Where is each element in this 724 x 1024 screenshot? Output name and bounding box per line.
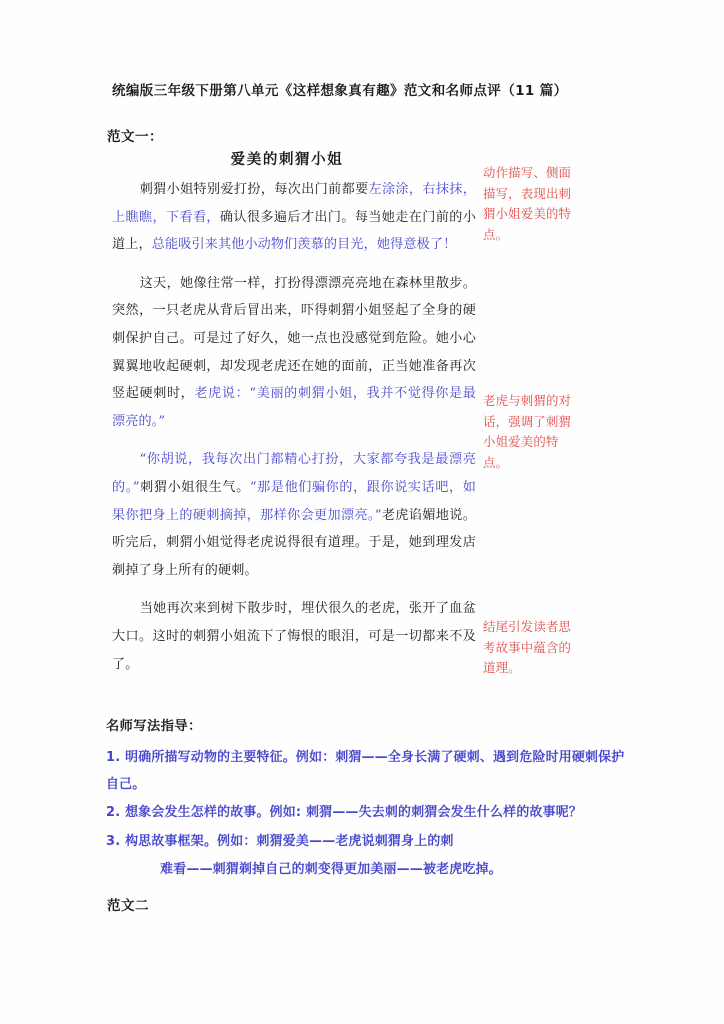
essay-text-run: “你胡说，我每次出门都精心打扮，大家都夸我是最漂亮的。” (112, 452, 476, 495)
guidance-item-3: 3. 构思故事框架。例如：刺猬爱美——老虎说刺猬身上的刺 (106, 833, 454, 849)
document-title: 统编版三年级下册第八单元《这样想象真有趣》范文和名师点评（11 篇） (112, 83, 568, 99)
guidance-heading: 名师写法指导： (106, 719, 202, 734)
essay-text-run: 左涂涂，右抹抹，上瞧瞧，下看看， (112, 182, 476, 225)
essay-paragraph (112, 446, 476, 584)
margin-annotation-2: 老虎与刺猬的对话，强调了刺猬小姐爱美的特点。 (483, 393, 572, 470)
margin-annotation-1: 动作描写、侧面描写，表现出刺猬小姐爱美的特点。 (483, 165, 572, 242)
essay-text-run: 当她再次来到树下散步时，埋伏很久的老虎，张开了血盆大口。这时的刺猬小姐流下了悔恨的眼泪，可是一切都来不及了。 (112, 601, 476, 672)
essay-text-run: 这天，她像往常一样，打扮得漂漂亮亮地在森林里散步。突然，一只老虎从背后冒出来，吓得刺猬小姐竖起了全身的硬刺保护自己。可是过了好久，她一点也没感觉到危险。她小心翼翼地收起硬刺，却发现老虎还在她的面前，正当她准备再次竖起硬刺时， (112, 275, 476, 402)
guidance-section (106, 715, 630, 886)
guidance-item-2: 2. 想象会发生怎样的故事。例如: 刺猬——失去刺的刺猬会发生什么样的故事呢？ (106, 805, 583, 820)
essay-paragraph (112, 595, 476, 678)
essay-paragraph (112, 176, 476, 259)
guidance-item-3-continued: 难看——刺猬剃掉自己的刺变得更加美丽——被老虎吃掉。 (160, 862, 502, 877)
essay-title: 爱美的刺猬小姐 (230, 151, 344, 168)
guidance-item-1: 1. 明确所描写动物的主要特征。例如：刺猬——全身长满了硬刺、遇到危险时用硬刺保护自己。 (106, 750, 625, 792)
sample-two-label: 范文二 (107, 898, 149, 914)
essay-text-run: 老虎说：“美丽的刺猬小姐，我并不觉得你是最漂亮的。” (112, 386, 476, 429)
essay-paragraph (112, 270, 476, 436)
margin-annotation-3: 结尾引发读者思考故事中蕴含的道理。 (483, 619, 572, 676)
essay-text-run: 老虎谄媚地说。听完后，刺猬小姐觉得老虎说得很有道理。于是，她到理发店剃掉了身上所有的硬刺。 (112, 507, 476, 578)
essay-text-run: 确认很多遍后才出门。每当她走在门前的小道上， (112, 209, 476, 253)
sample-one-label: 范文一： (107, 129, 163, 145)
essay-text-run: 刺猬小姐特别爱打扮，每次出门前都要 (139, 182, 369, 197)
essay-text-run: “那是他们骗你的，跟你说实话吧，如果你把身上的硬刺摘掉，那样你会更加漂亮。” (112, 479, 476, 523)
essay-text-run: 总能吸引来其他小动物们羡慕的目光，她得意极了！ (151, 237, 457, 253)
essay-body (112, 176, 476, 689)
essay-text-run: 刺猬小姐很生气。 (139, 479, 250, 495)
